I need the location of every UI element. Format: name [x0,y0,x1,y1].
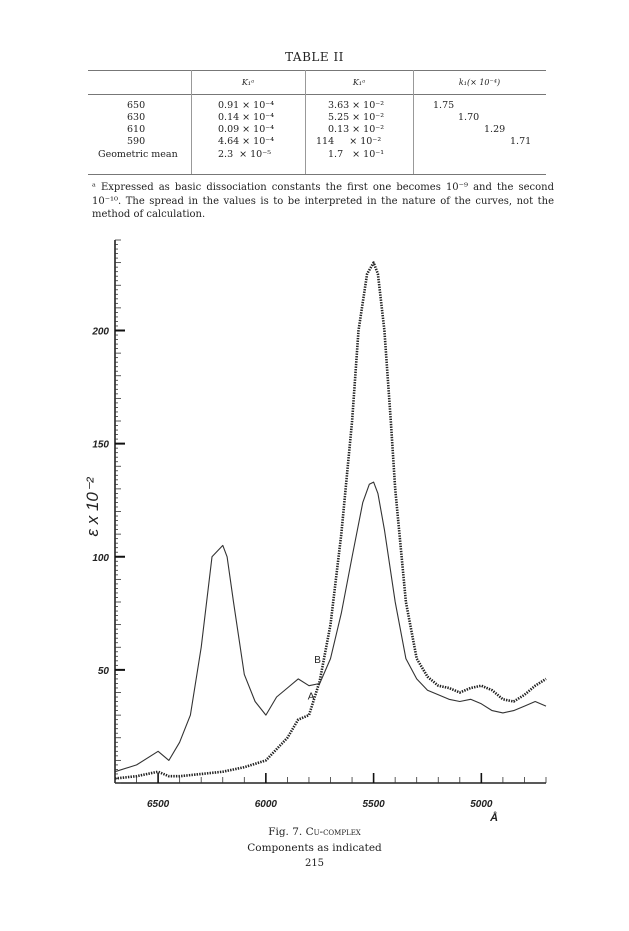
table-cell-k2: 3.63 × 10⁻² [328,100,385,111]
x-tick-label: 6000 [254,799,277,810]
y-tick-label: 100 [92,552,109,564]
table-cell-k: 1.75 [433,100,455,111]
table-cell-k1: 0.09 × 10⁻⁴ [218,124,275,135]
table-row-label: Geometric mean [98,149,178,160]
figure-number: Fig. 7. [268,826,303,838]
figure-subcaption: Components as indicated [247,842,382,854]
table-title: TABLE II [285,50,344,64]
x-tick-label: 5500 [362,799,385,810]
table-row-label: 630 [127,112,146,123]
table-cell-k2: 114 × 10⁻² [316,136,382,147]
y-tick-label: 200 [92,326,109,338]
table-cell-k: 1.71 [510,136,532,147]
table-header-k2: K₁ᵃ [352,78,366,87]
series-B-line [115,482,546,772]
x-tick-label: 5000 [470,799,493,810]
table-header-k1: K₁ᵃ [241,78,255,87]
table-cell-k2: 5.25 × 10⁻² [328,112,385,123]
series-A-line [115,263,546,779]
y-tick-label: 50 [97,665,109,677]
table-cell-k1: 4.64 × 10⁻⁴ [218,136,275,147]
curve-label-A: A [307,691,315,703]
figure-caption [0,826,629,838]
table-cell-k1: 2.3 × 10⁻⁵ [218,149,272,160]
x-axis-label: Å [490,812,499,824]
x-tick-label: 6500 [146,799,170,810]
table-cell-k: 1.70 [458,112,480,123]
curve-label-B: B [314,655,321,667]
table-cell-k1: 0.14 × 10⁻⁴ [218,112,275,123]
table-header-k: k₁(× 10⁻⁴) [458,78,501,87]
table-cell-k2: 1.7 × 10⁻¹ [328,149,385,160]
figure-title: Cu-complex [305,826,361,838]
table-row-label: 610 [127,124,146,135]
table-cell-k2: 0.13 × 10⁻² [328,124,385,135]
page-number: 215 [304,858,325,869]
table-cell-k1: 0.91 × 10⁻⁴ [218,100,275,111]
table-row-label: 650 [127,100,146,111]
y-tick-label: 150 [92,439,109,451]
table-cell-k: 1.29 [484,124,506,135]
table-footnote: ᵃ Expressed as basic dissociation constants the first one becomes 10⁻⁹ and the second 10⁻¹⁰. The spread in the values is to be interpreted in the nature of the curves, not the method of calculation. [92,182,554,220]
table-row-label: 590 [127,136,146,147]
y-axis-label: ε x 10⁻² [83,477,102,537]
